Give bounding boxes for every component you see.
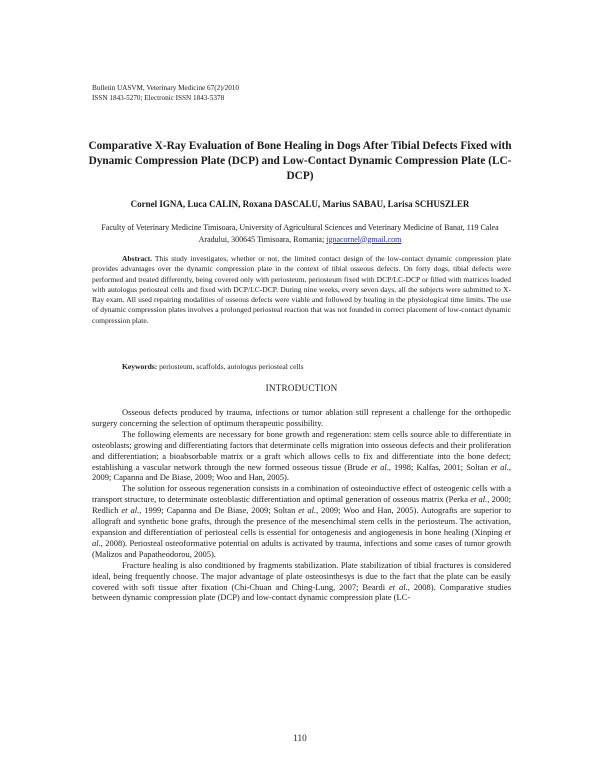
paragraph-4: Fracture healing is also conditioned by fragments stabilization. Plate stabilization of tibial fractures is considered ideal, being frequently choose. The major advantage of plate osteosinthesys is due to the fact that the plate can be easily covered with soft tissue after fixation (Chi-Chuan and Ching-Lung, 2007; Beardi et al., 2008). Comparative studies between dynamic compression plate (DCP) and low-contact dynamic compression plate (LC- bbox=[92, 559, 512, 603]
paragraph-3: The solution for osseous regeneration consists in a combination of osteoinductive effect of osteogenic cells with a transport structure, to determinate osteoblastic differentiation and optimal generation of osseous matrix (Perka et al., 2000; Redlich et al., 1999; Capanna and De Biase, 2009; Soltan et al., 2009; Woo and Han, 2005). Autografts are superior to allograft and synthetic bone grafts, through the presence of the mesenchimal stem cells in the periosteum. The activation, expansion and differentiation of periosteal cells is essential for ontogenesis and angiogenesis in bone healing (Xinping et al., 2008). Periosteal osteoformative potential on adults is activated by trauma, infections and some cases of tumor growth (Malizos and Papatheodorou, 2005). bbox=[92, 483, 511, 559]
section-heading-introduction: INTRODUCTION bbox=[265, 383, 338, 393]
keywords-text: periosteum, scaffolds, autologus periosteal cells bbox=[157, 362, 304, 371]
page-number: 110 bbox=[293, 733, 307, 743]
paragraph-2: The following elements are necessary for bone growth and regeneration: stem cells source able to differentiate in osteoblasts; growing and differentiating factors that determinate cells migration into osseous defects and their proliferation and differentiation; a bioabsorbable matrix or a graft which allows cells to fix and differentiate into the bone defect; establishing a vascular network through the new formed osseous tissue (Brude et al., 1998; Kalfas, 2001; Soltan et al., 2009; Capanna and De Biase, 2009; Woo and Han, 2005). bbox=[92, 428, 512, 483]
introduction-body bbox=[92, 407, 511, 603]
journal-line: Bulletin UASVM, Veterinary Medicine 67(2)/2010 bbox=[92, 84, 239, 92]
abstract-text: This study investigates, whether or not, the limited contact design of the low-contact dynamic compression plate provides advantages over the dynamic compression plate in the context of tibial osseous defects. On forty dogs, tibial defects were performed and treated differently, being covered only with periosteum, periosteum fixed with DCP/LC-DCP or filled with matrices loaded with autologus periosteal cells and fixed with DCP/LC-DCP. During nine weeks, every seven days, all the subjects were submitted to X-Ray exam. All used repairing modalities of osseous defects were viable and followed by healing in the physiological time limits. The use of dynamic compression plates involves a prolonged periosteal reaction that was not founded in correct placement of low-contact dynamic compression plate. bbox=[92, 254, 511, 325]
journal-header bbox=[92, 84, 239, 103]
paper-title: Comparative X-Ray Evaluation of Bone Healing in Dogs After Tibial Defects Fixed with Dynamic Compression Plate (DCP) and Low-Contact Dynamic Compression Plate (LC-DCP) bbox=[88, 140, 512, 182]
paragraph-1: Osseous defects produced by trauma, infections or tumor ablation still represent a challenge for the orthopedic surgery concerning the selection of optimum therapeutic possibility. bbox=[92, 407, 511, 428]
issn-line: ISSN 1843-5270; Electronic ISSN 1843-5378 bbox=[92, 93, 225, 102]
keywords-label: Keywords: bbox=[122, 362, 158, 371]
author-list: Cornel IGNA, Luca CALIN, Roxana DASCALU, Marius SABAU, Larisa SCHUSZLER bbox=[130, 199, 470, 209]
abstract bbox=[92, 254, 511, 326]
email-link[interactable]: ignacornel@gmail.com bbox=[326, 234, 402, 244]
keywords bbox=[92, 362, 511, 372]
affiliation-text: Faculty of Veterinary Medicine Timisoara, University of Agricultural Sciences and Veterinary Medicine of Banat, 119 Calea Aradului, 300645 Timisoara, Romania; bbox=[101, 223, 499, 244]
abstract-label: Abstract. bbox=[122, 254, 152, 263]
affiliation bbox=[92, 222, 508, 245]
